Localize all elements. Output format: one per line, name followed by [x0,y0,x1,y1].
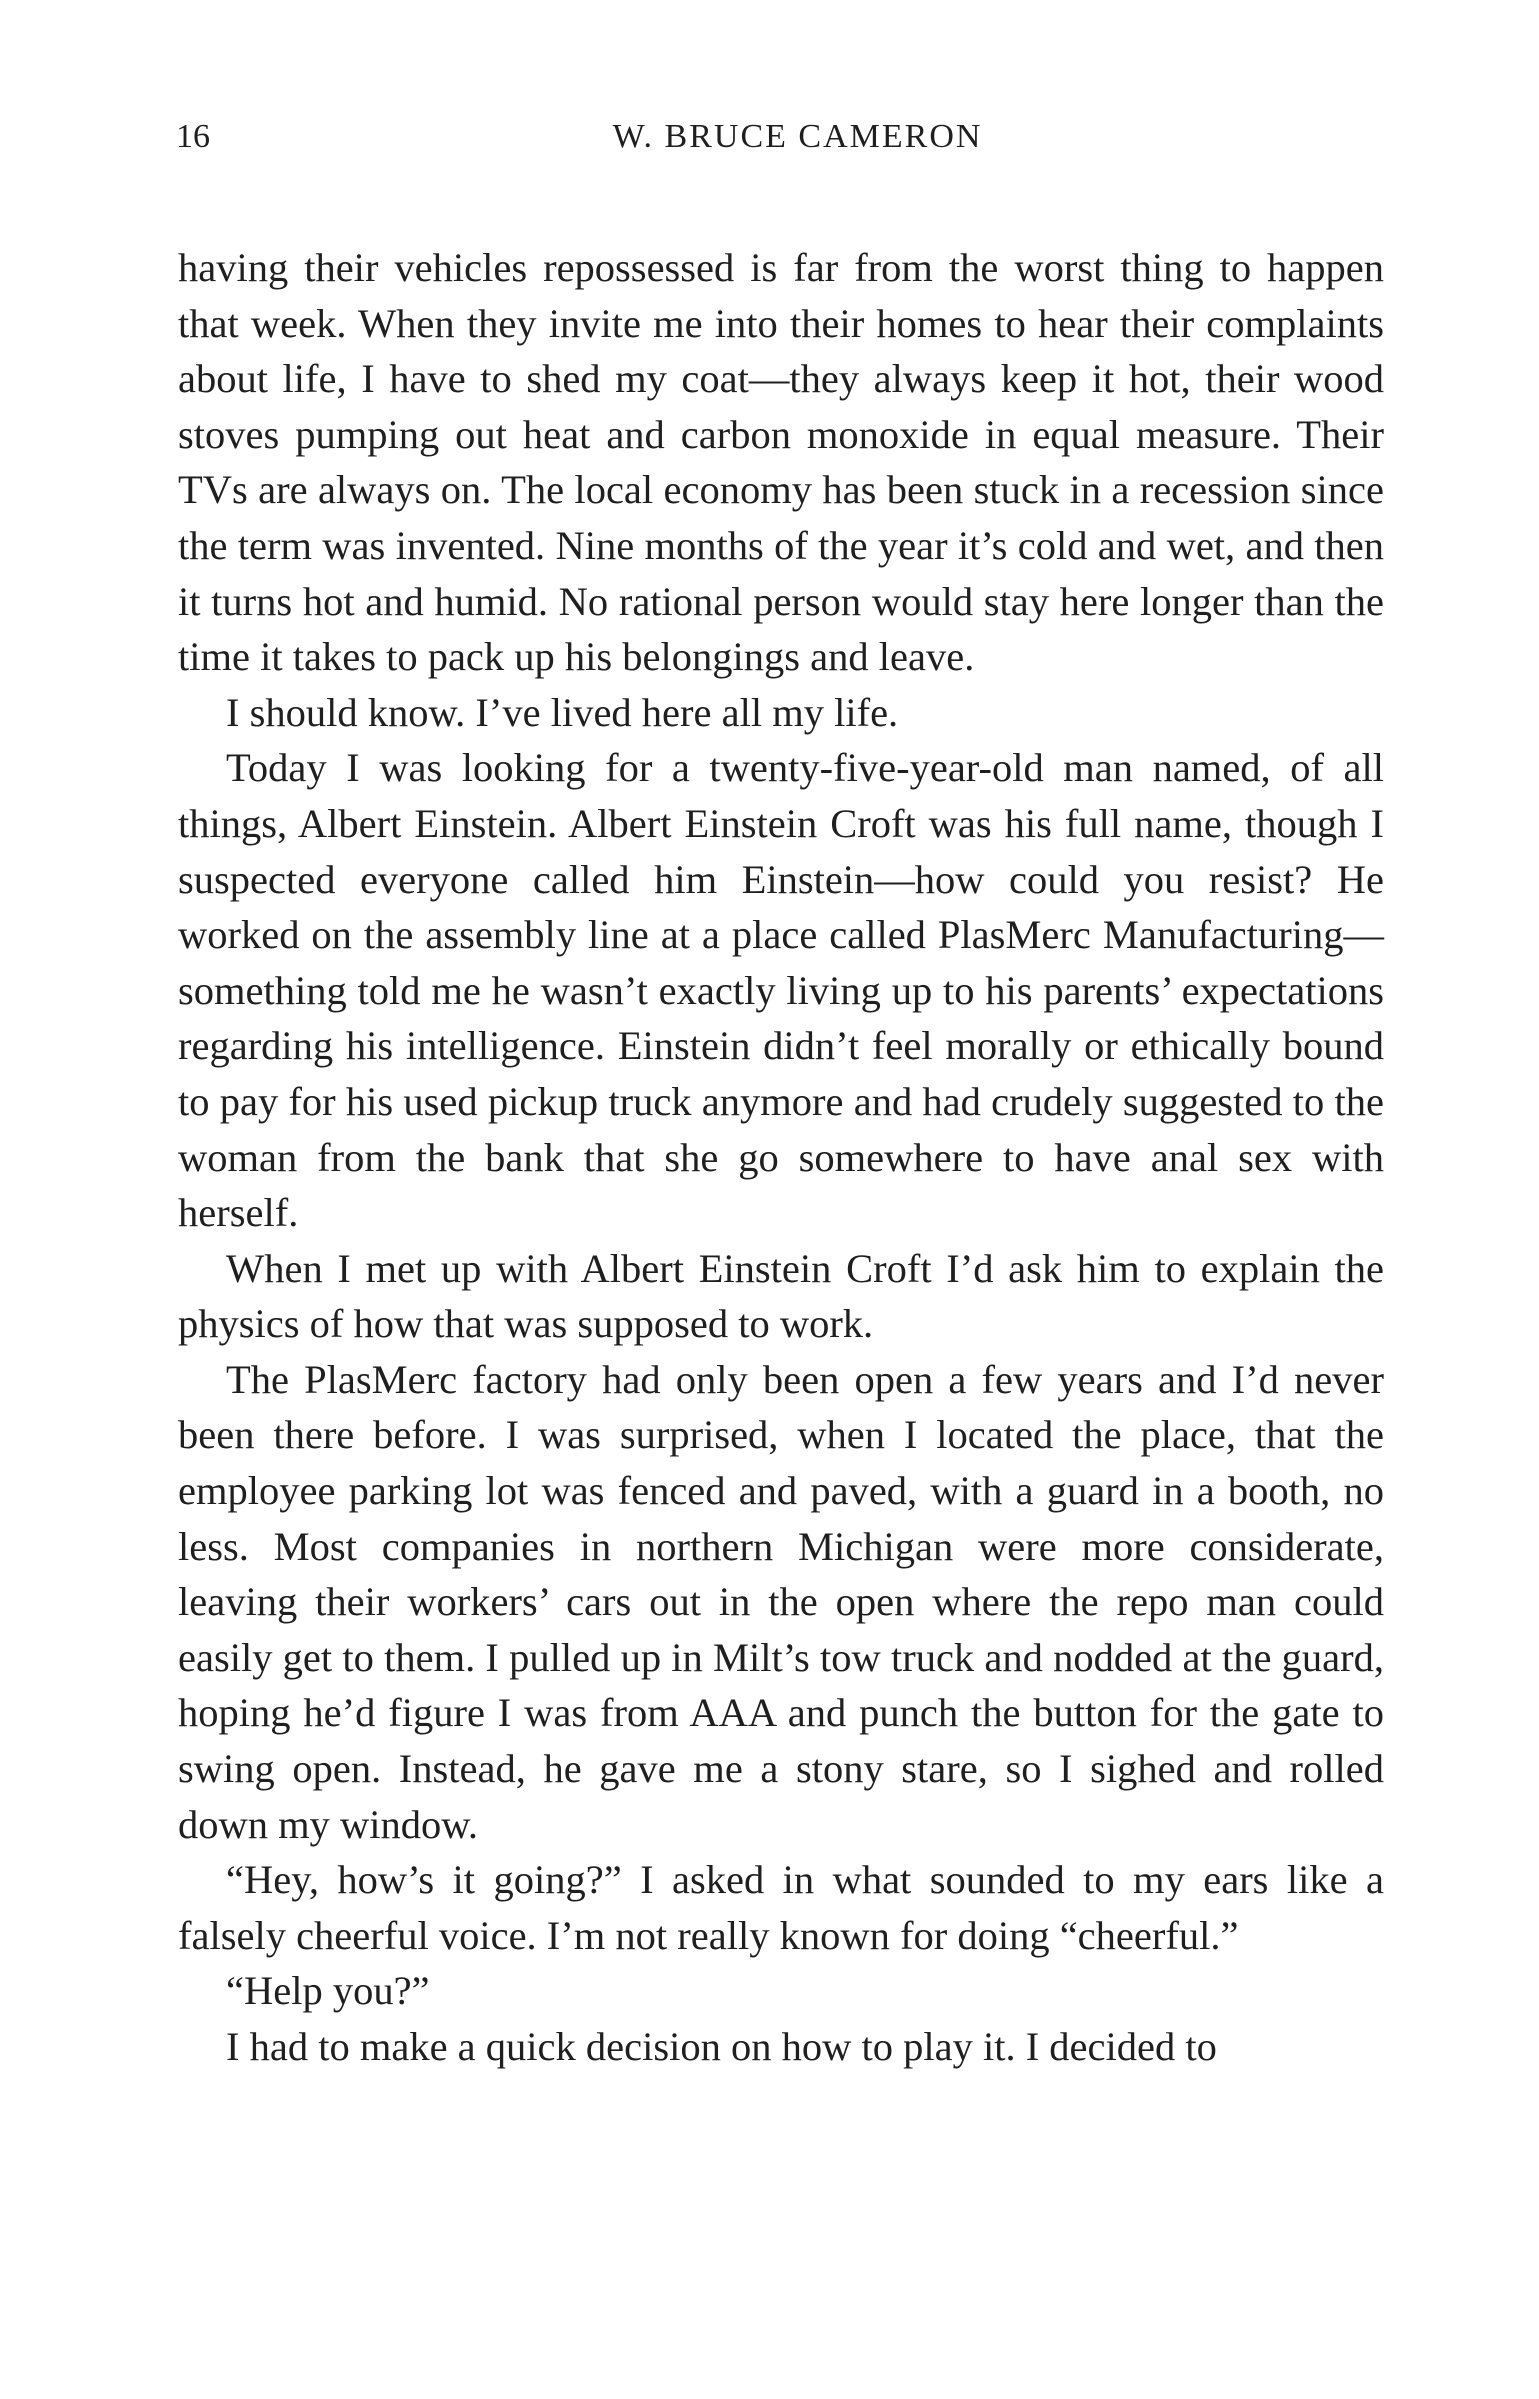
body-text [178,240,1384,2075]
paragraph: When I met up with Albert Einstein Croft I’d ask him to explain the physics of how that was supposed to work. [178,1245,1384,1347]
paragraph: having their vehicles repossessed is far from the worst thing to happen that week. When they invite me into their homes to hear their complaints about life, I have to shed my coat—they always keep it hot, their wood stoves pumping out heat and carbon monoxide in equal measure. Their TVs are always on. The local economy has been stuck in a recession since the term was invented. Nine months of the year it’s cold and wet, and then it turns hot and humid. No rational person would stay here longer than the time it takes to pack up his belongings and leave. [178,245,1384,680]
running-title: W. BRUCE CAMERON [612,118,983,155]
paragraph: I should know. I’ve lived here all my life. [226,689,899,735]
running-head [176,112,1379,162]
paragraph: I had to make a quick decision on how to play it. I decided to [226,2024,1217,2069]
paragraph: “Help you?” [226,1968,430,2014]
paragraph: Today I was looking for a twenty-five-year-old man named, of all things, Albert Einstein. Albert Einstein Croft was his full name, though I suspected everyone called him Einstein—how could you resist? He worked on the assembly line at a place called PlasMerc Manufacturing—something told me he wasn’t exactly living up to his parents’ expectations regarding his intelligence. Einstein didn’t feel morally or ethically bound to pay for his used pickup truck anymore and had crudely suggested to the woman from the bank that she go somewhere to have anal sex with herself. [178,745,1384,1236]
paragraph: The PlasMerc factory had only been open a few years and I’d never been there before. I was surprised, when I located the place, that the employee parking lot was fenced and paved, with a guard in a booth, no less. Most companies in northern Michigan were more considerate, leaving their workers’ cars out in the open where the repo man could easily get to them. I pulled up in Milt’s tow truck and nodded at the guard, hoping he’d figure I was from AAA and punch the button for the gate to swing open. Instead, he gave me a stony stare, so I sighed and rolled down my window. [178,1356,1384,1847]
page-number: 16 [176,118,210,155]
paragraph: “Hey, how’s it going?” I asked in what sounded to my ears like a falsely cheerful voice. I’m not really known for doing “cheerful.” [178,1857,1384,1958]
